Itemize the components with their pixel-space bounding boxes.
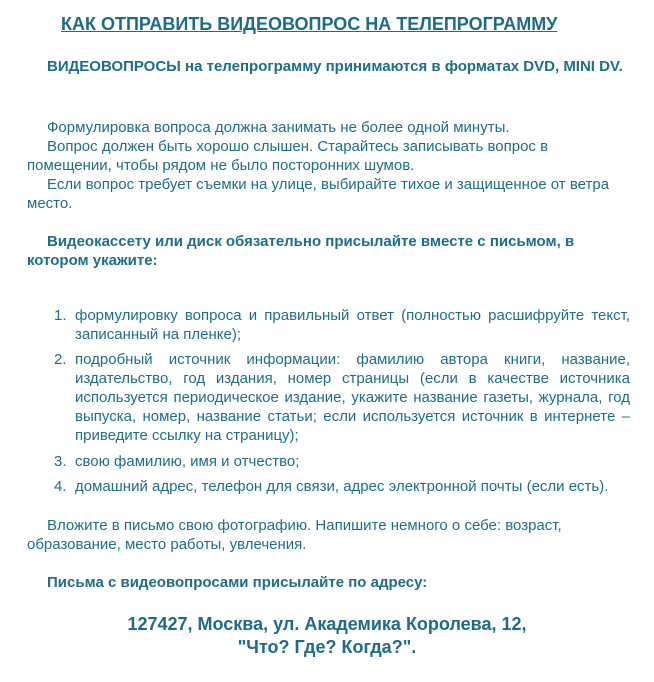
photo-note: Вложите в письмо свою фотографию. Напишите немного о себе: возраст, образование, место работы, увлечения. — [27, 517, 562, 553]
page-title: КАК ОТПРАВИТЬ ВИДЕОВОПРОС НА ТЕЛЕПРОГРАММУ — [61, 14, 558, 34]
address-heading: Письма с видеовопросами присылайте по адресу: — [47, 574, 428, 591]
list-item-text: формулировку вопроса и правильный ответ (полностью расшифруйте текст, записанный на пленке); — [75, 307, 630, 343]
paragraph-audio: Вопрос должен быть хорошо слышен. Старайтесь записывать вопрос в помещении, чтобы рядом не было посторонних шумов. — [27, 138, 549, 174]
list-item — [54, 452, 630, 471]
list-number: 1. — [54, 307, 67, 324]
letter-heading: Видеокассету или диск обязательно присылайте вместе с письмом, в котором укажите: — [27, 233, 575, 269]
list-item-text: подробный источник информации: фамилию автора книги, название, издательство, год издания, номер страницы (если в качестве источника используется периодическое издание, укажите название газеты, журнала, год выпуска, номер, название статьи; если используется источник в интернете – приведите ссылку на страницу); — [75, 351, 630, 444]
list-item-text: домашний адрес, телефон для связи, адрес электронной почты (если есть). — [75, 478, 609, 495]
list-number: 3. — [54, 453, 67, 470]
paragraph-outdoor: Если вопрос требует съемки на улице, выбирайте тихое и защищенное от ветра место. — [27, 176, 610, 212]
list-number: 2. — [54, 351, 67, 368]
list-item — [54, 477, 630, 496]
list-item-text: свою фамилию, имя и отчество; — [75, 453, 300, 470]
list-number: 4. — [54, 478, 67, 495]
paragraph-duration: Формулировка вопроса должна занимать не более одной минуты. — [47, 119, 510, 136]
address-line-2: "Что? Где? Когда?". — [237, 637, 417, 657]
address-line-1: 127427, Москва, ул. Академика Королева, 12, — [127, 614, 527, 634]
list-item — [54, 306, 630, 344]
intro-paragraph: ВИДЕОВОПРОСЫ на телепрограмму принимаются в форматах DVD, MINI DV. — [47, 58, 623, 75]
list-item — [54, 350, 630, 445]
requirements-list — [54, 306, 630, 496]
